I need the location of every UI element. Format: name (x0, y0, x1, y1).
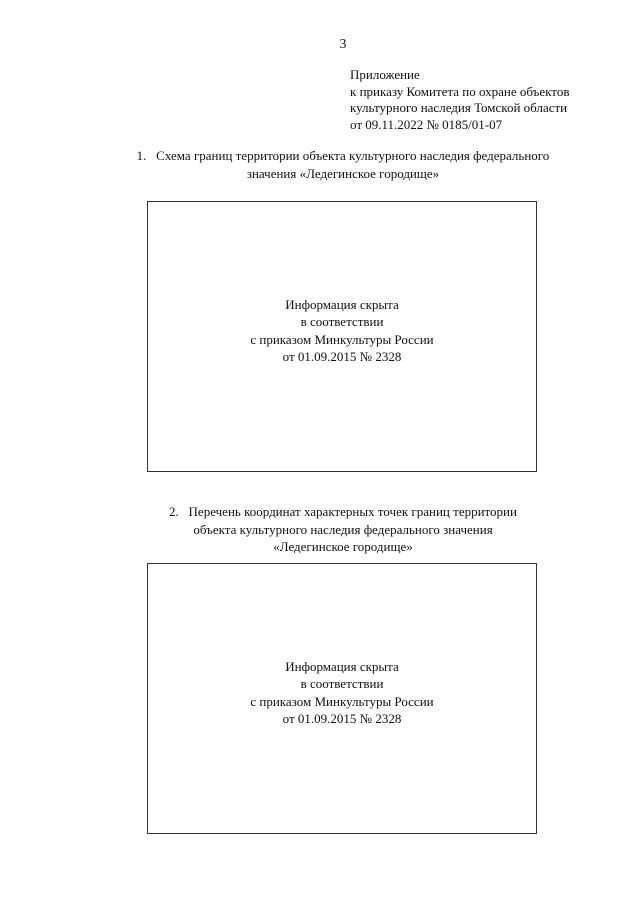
section-1-heading (0, 147, 640, 182)
section-1-heading-line-1 (0, 147, 640, 165)
hidden-info-note (250, 296, 433, 366)
section-2-heading-line-1 (0, 503, 640, 521)
section-1-content-box (147, 201, 537, 472)
hidden-note-line-2: в соответствии (300, 676, 384, 691)
hidden-note-line-1: Информация скрыта (285, 296, 399, 312)
section-2-content-box (147, 563, 537, 834)
hidden-note-line-4: от 01.09.2015 № 2328 (282, 349, 402, 364)
hidden-note-line-3: с приказом Минкультуры России (250, 693, 434, 709)
hidden-note-line-4: от 01.09.2015 № 2328 (282, 711, 402, 726)
section-1-title-part-1: Схема границ территории объекта культурного наследия федерального (156, 148, 550, 163)
appendix-committee-line: культурного наследия Томской области (350, 100, 568, 115)
appendix-order-line: к приказу Комитета по охране объектов (350, 83, 570, 99)
section-2-title-part-1: Перечень координат характерных точек границ территории (188, 504, 517, 519)
section-1-heading-line-2: значения «Ледегинское городище» (246, 165, 440, 181)
appendix-header (350, 67, 620, 133)
hidden-note-line-2: в соответствии (300, 314, 384, 329)
appendix-title: Приложение (350, 67, 420, 82)
page-number: 3 (339, 37, 347, 52)
hidden-info-note (250, 658, 433, 728)
section-1-number: 1. (136, 148, 147, 163)
section-2-heading-line-2: объекта культурного наследия федерального значения (193, 521, 493, 537)
section-2-heading (0, 503, 640, 556)
section-2-heading-line-3: «Ледегинское городище» (273, 539, 413, 554)
hidden-note-line-3: с приказом Минкультуры России (250, 331, 434, 347)
section-2-number: 2. (169, 504, 179, 519)
appendix-date-number: от 09.11.2022 № 0185/01-07 (350, 116, 503, 132)
hidden-note-line-1: Информация скрыта (285, 658, 399, 674)
